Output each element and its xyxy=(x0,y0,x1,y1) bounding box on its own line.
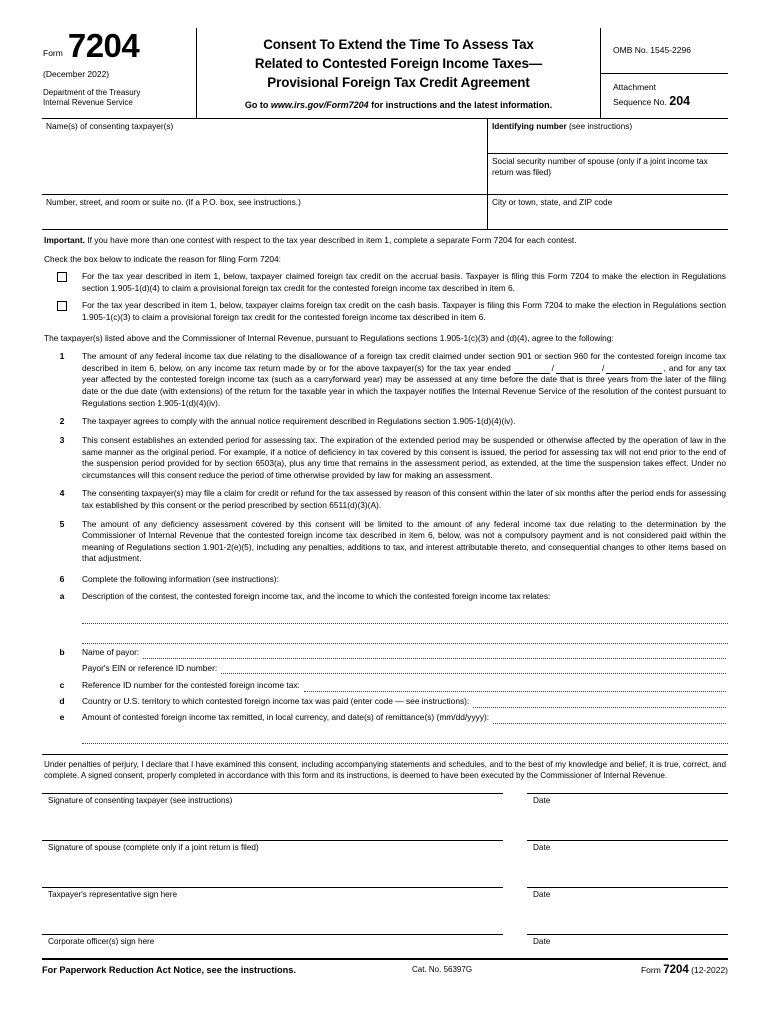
item-3-text: This consent establishes an extended period for assessing tax. The expiration of the extended period may be suspended or otherwise affected by the operation of law in the same manner as the original period. For example, if a notice of deficiency in tax covered by this consent is issued, the period for assessing tax will not end prior to the end of the suspension period provided for by section 6503(a), plus any time that remains in the assessment period, as extended, at the time the suspension takes effect. Under no circumstances will this consent reduce the period of time otherwise provided by law for making an assessment. xyxy=(82,434,726,480)
signature-taxpayer-label: Signature of consenting taxpayer (see instructions) xyxy=(42,793,503,805)
item-6b xyxy=(42,647,728,659)
date-slash-1: / xyxy=(551,362,554,373)
date-representative-cell[interactable] xyxy=(527,887,728,934)
item-4-number: 4 xyxy=(59,488,65,499)
footer-form-number: 7204 xyxy=(663,963,689,976)
taxpayer-name-field[interactable] xyxy=(42,119,487,194)
perjury-statement: Under penalties of perjury, I declare that I have examined this consent, including accompanying statements and schedules, and to the best of my knowledge and belief, it is true, correct, and complete. A signed consent, properly completed in accordance with this form and its instructions, is deemed to have been executed by the Commissioner of Internal Revenue. xyxy=(42,754,728,781)
month-blank[interactable] xyxy=(514,364,550,374)
identifying-number-field[interactable] xyxy=(488,119,728,154)
item-1-text-after: , and for any tax year affected by the contested foreign income tax (such as a carryforward year) may be assessed at any time before the date that is three years from the later of the filing date or the due date (with extensions) of the return for the taxable year in which the taxpayer notifies the Internal Revenue Service of the resolution of the contest pursuant to Regulations section 1.905-1(d)(4)(iv). xyxy=(82,362,726,408)
street-address-field[interactable] xyxy=(42,195,487,229)
important-text: If you have more than one contest with respect to the tax year described in item 1, complete a separate Form 7204 for each contest. xyxy=(84,235,577,245)
paperwork-notice: For Paperwork Reduction Act Notice, see the instructions. xyxy=(42,964,296,975)
item-1-text-before: The amount of any federal income tax due relating to the disallowance of a foreign tax credit claimed under section 901 or section 960 for the contested foreign income tax described in item 6, below, on any income tax return made by or for the above taxpayer(s) for the tax year ended xyxy=(82,351,726,373)
reason-option-cash[interactable] xyxy=(42,300,728,323)
spouse-ssn-label: Social security number of spouse (only if a joint income tax return was filed) xyxy=(492,156,708,177)
city-state-zip-field[interactable] xyxy=(488,195,728,229)
item-6d-row xyxy=(82,696,726,708)
item-3-number: 3 xyxy=(59,434,65,445)
agreement-item-5 xyxy=(42,519,728,565)
form-footer xyxy=(42,958,728,976)
item-6b-row xyxy=(82,647,726,659)
form-header xyxy=(42,28,728,118)
item-6b-label: Name of payor: xyxy=(82,646,140,657)
agreement-intro: The taxpayer(s) listed above and the Commissioner of Internal Revenue, pursuant to Regulations sections 1.905-1(c)(3) and (d)(4), agree to the following: xyxy=(44,332,614,343)
street-address-label: Number, street, and room or suite no. (If a P.O. box, see instructions.) xyxy=(46,197,301,207)
item-2-text: The taxpayer agrees to comply with the annual notice requirement described in Regulations section 1.905-1(d)(4)(iv). xyxy=(82,416,516,427)
item-6b-input[interactable] xyxy=(143,650,726,659)
footer-form-revision: (12-2022) xyxy=(688,964,728,975)
item-6d-letter: d xyxy=(59,695,65,706)
department-line-1: Department of the Treasury xyxy=(43,88,141,98)
signature-corporate-officer-label: Corporate officer(s) sign here xyxy=(42,934,503,946)
signature-row-taxpayer xyxy=(42,793,728,840)
date-corporate-officer-label: Date xyxy=(527,934,728,946)
goto-prefix: Go to xyxy=(244,100,271,111)
agreement-item-3 xyxy=(42,435,728,481)
item-6b-ein-input[interactable] xyxy=(221,665,726,674)
identity-block xyxy=(42,119,728,194)
agreement-item-6 xyxy=(42,574,728,586)
item-1-text xyxy=(82,351,726,409)
signature-representative-label: Taxpayer's representative sign here xyxy=(42,887,503,899)
form-title-line-2: Related to Contested Foreign Income Taxes— xyxy=(254,56,543,72)
goto-url[interactable]: www.irs.gov/Form7204 xyxy=(270,100,369,111)
goto-suffix: for instructions and the latest information. xyxy=(368,100,553,111)
footer-form-word: Form xyxy=(640,964,664,975)
item-6a-letter: a xyxy=(59,590,65,601)
date-representative-label: Date xyxy=(527,887,728,899)
item-6e xyxy=(42,712,728,724)
signature-spouse-label: Signature of spouse (complete only if a joint return is filed) xyxy=(42,840,503,852)
date-corporate-officer-cell[interactable] xyxy=(527,934,728,958)
identity-left-column xyxy=(42,119,488,194)
item-6a-input-line-1[interactable] xyxy=(82,615,728,624)
item-6-lead: Complete the following information (see instructions): xyxy=(82,573,279,584)
signature-taxpayer-cell[interactable] xyxy=(42,793,527,840)
item-4-text: The consenting taxpayer(s) may file a claim for credit or refund for the tax assessed by reason of this consent within the later of six months after the period ends for assessing tax established by this consent or the period prescribed by section 6511(d)(3)(A). xyxy=(82,488,726,510)
item-2-number: 2 xyxy=(59,416,65,427)
item-6c xyxy=(42,680,728,692)
goto-instructions xyxy=(203,100,594,110)
item-6c-label: Reference ID number for the contested foreign income tax: xyxy=(82,680,300,691)
attachment-label-1: Attachment xyxy=(613,82,656,93)
attachment-sequence xyxy=(601,74,728,119)
signature-block xyxy=(42,793,728,958)
item-5-number: 5 xyxy=(59,518,65,529)
signature-representative-cell[interactable] xyxy=(42,887,527,934)
identifying-number-label: Identifying number xyxy=(492,121,567,131)
signature-corporate-officer-cell[interactable] xyxy=(42,934,527,958)
signature-row-representative xyxy=(42,887,728,934)
identifying-number-hint: (see instructions) xyxy=(566,121,633,131)
spouse-ssn-field[interactable] xyxy=(488,154,728,194)
signature-spouse-cell[interactable] xyxy=(42,840,527,887)
form-number: 7204 xyxy=(67,27,140,64)
address-block xyxy=(42,195,728,229)
date-slash-2: / xyxy=(601,362,605,373)
reason-option-accrual[interactable] xyxy=(42,271,728,294)
checkbox-accrual-label: For the tax year described in item 1, below, taxpayer claimed foreign tax credit on the accrual basis. Taxpayer is filing this Form 7204 to make the election in Regulations section 1.905-1(d)(4) to claim a provisional foreign tax credit for the contested foreign income tax described in item 6. xyxy=(82,271,726,293)
signature-row-corporate-officer xyxy=(42,934,728,958)
item-6e-letter: e xyxy=(59,711,65,722)
taxpayer-name-label: Name(s) of consenting taxpayer(s) xyxy=(46,121,174,131)
item-6a-label: Description of the contest, the contested foreign income tax, and the income to which the contested foreign income tax relates: xyxy=(82,591,551,602)
revision-date: (December 2022) xyxy=(43,69,110,80)
item-1-number: 1 xyxy=(59,351,65,362)
form-title-block xyxy=(196,28,601,118)
form-header-right xyxy=(601,28,728,118)
item-6b-ein-label: Payor's EIN or reference ID number: xyxy=(82,662,218,673)
form-label: Form xyxy=(43,47,63,58)
form-number-row xyxy=(42,27,190,64)
form-header-left xyxy=(42,28,196,118)
item-6b-letter: b xyxy=(59,646,65,657)
checkbox-accrual-cell[interactable] xyxy=(42,271,82,294)
footer-form-id xyxy=(641,964,728,976)
item-6-number: 6 xyxy=(59,573,65,584)
signature-row-spouse xyxy=(42,840,728,887)
identity-right-column xyxy=(488,119,728,194)
tax-year-ended-input[interactable] xyxy=(514,363,664,375)
department-block xyxy=(42,88,190,108)
date-spouse-label: Date xyxy=(527,840,728,852)
omb-number: OMB No. 1545-2296 xyxy=(601,28,728,74)
city-state-zip-label: City or town, state, and ZIP code xyxy=(492,197,613,207)
day-blank[interactable] xyxy=(556,364,600,374)
item-6d-input[interactable] xyxy=(473,699,726,708)
catalog-number: Cat. No. 56397G xyxy=(412,965,473,975)
check-instruction: Check the box below to indicate the reason for filing Form 7204: xyxy=(44,253,281,264)
address-right-column xyxy=(488,195,728,229)
item-6e-input[interactable] xyxy=(493,715,726,724)
date-taxpayer-label: Date xyxy=(527,793,728,805)
form-title-line-1: Consent To Extend the Time To Assess Tax xyxy=(263,37,534,52)
item-6a xyxy=(42,591,728,603)
item-6e-input-line-2[interactable] xyxy=(82,735,728,744)
address-left-column xyxy=(42,195,488,229)
form-title-line-3: Provisional Foreign Tax Credit Agreement xyxy=(267,75,530,91)
year-blank[interactable] xyxy=(606,364,662,374)
item-6b-ein-row xyxy=(82,663,726,675)
department-line-2: Internal Revenue Service xyxy=(43,98,133,108)
agreement-item-2 xyxy=(42,416,728,428)
item-6e-row xyxy=(82,712,726,724)
agreement-item-4 xyxy=(42,488,728,511)
checkbox-cash[interactable] xyxy=(57,301,67,311)
date-taxpayer-cell[interactable] xyxy=(527,793,728,840)
item-5-text: The amount of any deficiency assessment covered by this consent will be limited to the amount of any federal income tax due relating to the determination by the Commissioner of Internal Revenue that the contested foreign income tax described in item 6, below, was not a compulsory payment and is not considered paid within the meaning of Regulations section 1.901-2(e)(5), including any penalties, additions to tax, and interest attributable thereto, and consequential changes to other items based on that adjustment. xyxy=(82,518,726,564)
notice-section xyxy=(42,230,728,744)
agreement-item-1 xyxy=(42,351,728,409)
item-6a-input-line-2[interactable] xyxy=(82,635,728,644)
item-6d-label: Country or U.S. territory to which contested foreign income tax was paid (enter code — see instructions): xyxy=(82,696,470,707)
important-notice xyxy=(42,230,728,247)
irs-form-7204 xyxy=(42,28,728,1003)
item-6e-label: Amount of contested foreign income tax remitted, in local currency, and date(s) of remittance(s) (mm/dd/yyyy): xyxy=(82,712,490,723)
item-6c-letter: c xyxy=(59,680,65,691)
item-6c-row xyxy=(82,680,726,692)
checkbox-cash-label: For the tax year described in item 1, below, taxpayer claims foreign tax credit on the cash basis. Taxpayer is filing this Form 7204 to make the election in Regulations section 1.905-1(c)(3) to claim a provisional foreign tax credit for the contested foreign income tax described in item 6. xyxy=(82,300,726,322)
attachment-number: 204 xyxy=(669,94,691,109)
checkbox-accrual[interactable] xyxy=(57,272,67,282)
date-spouse-cell[interactable] xyxy=(527,840,728,887)
attachment-label-2: Sequence No. xyxy=(613,97,667,108)
item-6c-input[interactable] xyxy=(304,683,726,692)
item-6b-ein xyxy=(42,663,728,675)
important-label: Important. xyxy=(44,235,85,245)
item-6d xyxy=(42,696,728,708)
checkbox-cash-cell[interactable] xyxy=(42,300,82,323)
